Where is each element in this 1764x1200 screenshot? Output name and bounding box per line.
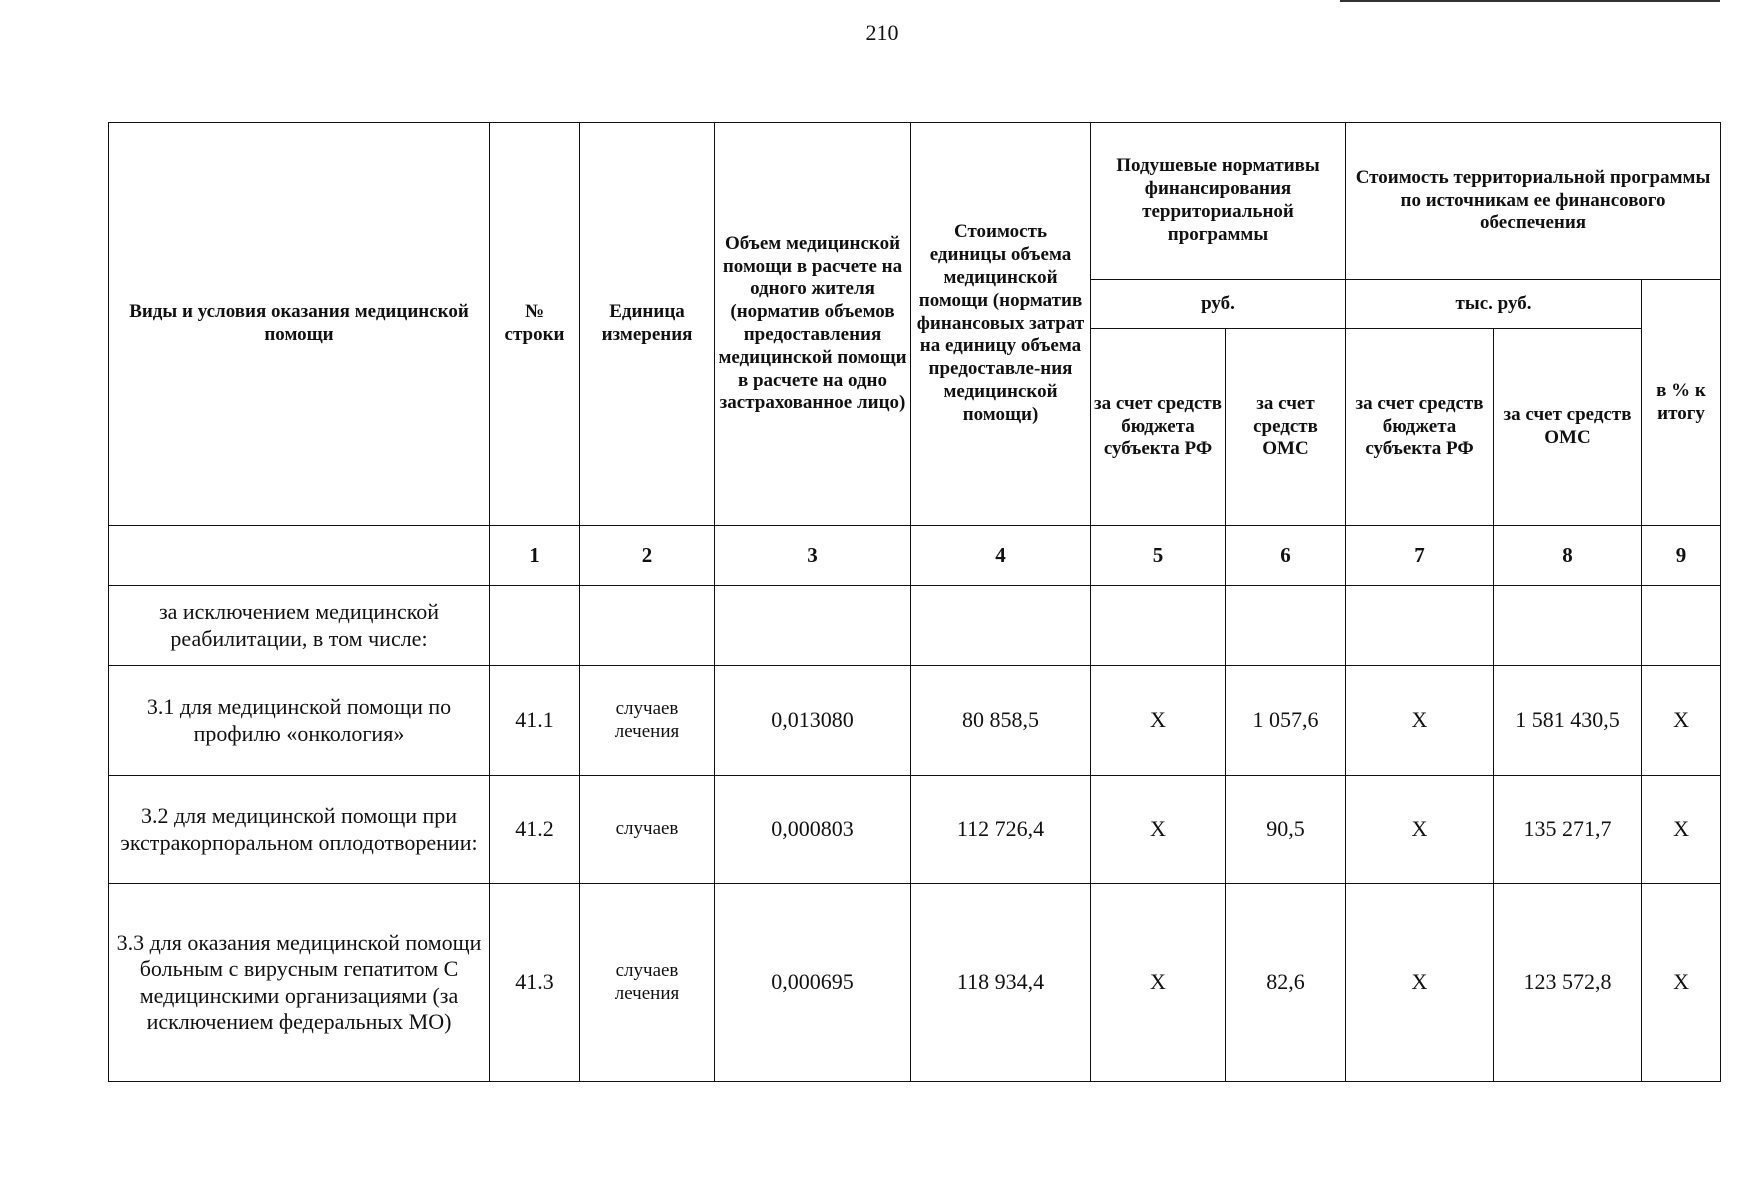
row-budget-total (1346, 586, 1494, 666)
row-volume (715, 586, 911, 666)
row-oms-total: 135 271,7 (1494, 776, 1642, 884)
row-oms-per-capita: 82,6 (1226, 884, 1346, 1082)
row-oms-total (1494, 586, 1642, 666)
header-unit-thousand-rub: тыс. руб. (1346, 280, 1642, 329)
row-name: 3.1 для медицинской помощи по профилю «онкология» (109, 666, 490, 776)
row-unit: случаев (580, 776, 715, 884)
row-budget-total: X (1346, 666, 1494, 776)
header-row-number: № строки (490, 123, 580, 526)
row-oms-total: 123 572,8 (1494, 884, 1642, 1082)
header-unit-cost: Стоимость единицы объема медицинской помощи (норматив финансовых затрат на единицу объема предоставле-ния медицинской помощи) (911, 123, 1091, 526)
row-name: 3.2 для медицинской помощи при экстракорпоральном оплодотворении: (109, 776, 490, 884)
page-number: 210 (865, 20, 899, 45)
table-row (109, 884, 1721, 1082)
column-number (109, 526, 490, 586)
row-name: за исключением медицинской реабилитации, в том числе: (109, 586, 490, 666)
row-oms-total: 1 581 430,5 (1494, 666, 1642, 776)
header-volume: Объем медицинской помощи в расчете на одного жителя (норматив объемов предоставления медицинской помощи в расчете на одно застрахованное лицо) (715, 123, 911, 526)
header-territorial-program-cost: Стоимость территориальной программы по источникам ее финансового обеспечения (1346, 123, 1721, 280)
header-budget-total: за счет средств бюджета субъекта РФ (1346, 329, 1494, 526)
row-volume: 0,000695 (715, 884, 911, 1082)
row-oms-per-capita: 90,5 (1226, 776, 1346, 884)
row-percent: X (1642, 884, 1721, 1082)
header-budget-per-capita: за счет средств бюджета субъекта РФ (1091, 329, 1226, 526)
column-number: 7 (1346, 526, 1494, 586)
row-budget-per-capita (1091, 586, 1226, 666)
row-volume: 0,013080 (715, 666, 911, 776)
header-per-capita-standards: Подушевые нормативы финансирования территориальной программы (1091, 123, 1346, 280)
row-budget-per-capita: X (1091, 666, 1226, 776)
row-cost: 112 726,4 (911, 776, 1091, 884)
header-oms-total: за счет средств ОМС (1494, 329, 1642, 526)
row-percent (1642, 586, 1721, 666)
table-row (109, 586, 1721, 666)
table-row (109, 666, 1721, 776)
column-number: 5 (1091, 526, 1226, 586)
row-cost (911, 586, 1091, 666)
row-budget-total: X (1346, 884, 1494, 1082)
row-budget-per-capita: X (1091, 884, 1226, 1082)
row-budget-total: X (1346, 776, 1494, 884)
row-cost: 118 934,4 (911, 884, 1091, 1082)
header-unit-rub: руб. (1091, 280, 1346, 329)
row-number: 41.3 (490, 884, 580, 1082)
header-percent-of-total: в % к итогу (1642, 280, 1721, 526)
column-number-row (109, 526, 1721, 586)
row-unit (580, 586, 715, 666)
header-oms-per-capita: за счет средств ОМС (1226, 329, 1346, 526)
row-cost: 80 858,5 (911, 666, 1091, 776)
row-number (490, 586, 580, 666)
column-number: 2 (580, 526, 715, 586)
row-number: 41.2 (490, 776, 580, 884)
row-unit: случаев лечения (580, 884, 715, 1082)
header-unit: Единица измерения (580, 123, 715, 526)
row-percent: X (1642, 776, 1721, 884)
header-types-of-care: Виды и условия оказания медицинской помощи (109, 123, 490, 526)
column-number: 8 (1494, 526, 1642, 586)
column-number: 3 (715, 526, 911, 586)
column-number: 6 (1226, 526, 1346, 586)
column-number: 1 (490, 526, 580, 586)
row-percent: X (1642, 666, 1721, 776)
row-oms-per-capita (1226, 586, 1346, 666)
column-number: 4 (911, 526, 1091, 586)
table-row (109, 776, 1721, 884)
row-oms-per-capita: 1 057,6 (1226, 666, 1346, 776)
scan-edge-mark (1340, 0, 1720, 2)
row-unit: случаев лечения (580, 666, 715, 776)
row-name: 3.3 для оказания медицинской помощи больным с вирусным гепатитом С медицинскими организациями (за исключением федеральных МО) (109, 884, 490, 1082)
column-number: 9 (1642, 526, 1721, 586)
row-volume: 0,000803 (715, 776, 911, 884)
territorial-program-table (108, 122, 1721, 1082)
row-budget-per-capita: X (1091, 776, 1226, 884)
row-number: 41.1 (490, 666, 580, 776)
